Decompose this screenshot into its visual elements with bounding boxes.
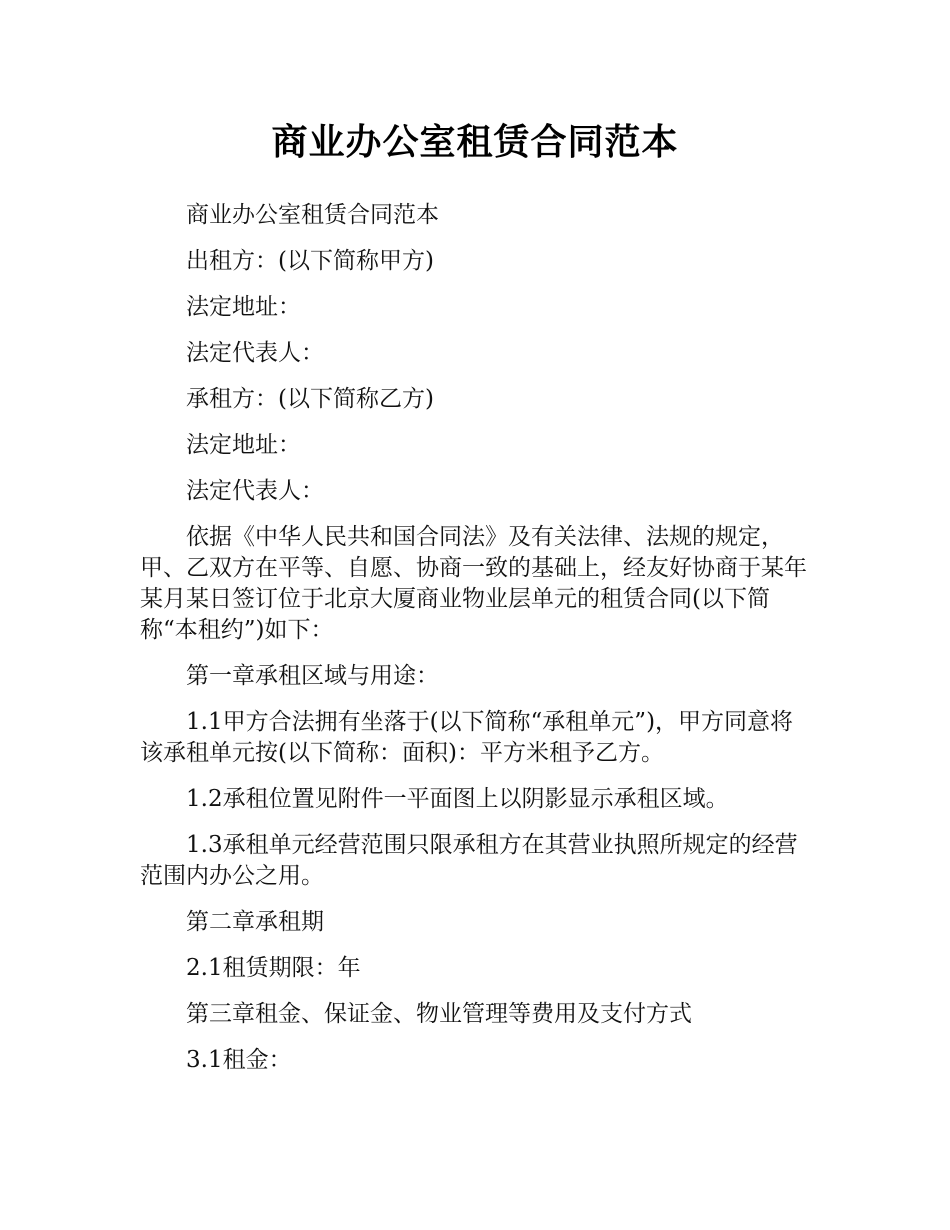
paragraph-chapter-one: 第一章承租区域与用途： [186,663,439,689]
paragraph-lessee: 承租方：(以下简称乙方) [186,386,434,412]
document-title: 商业办公室租赁合同范本 [271,122,679,163]
paragraph-lessor: 出租方：(以下简称甲方) [186,248,434,274]
paragraph-lessee-representative: 法定代表人： [186,478,324,504]
paragraph-lessor-address: 法定地址： [186,294,301,320]
paragraph-clause-1-1: 1.1甲方合法拥有坐落于(以下简称“承租单元”)，甲方同意将该承租单元按(以下简称：面积)：平方米租予乙方。 [140,709,794,766]
paragraph-clause-1-2: 1.2承租位置见附件一平面图上以阴影显示承租区域。 [186,786,729,812]
paragraph-preamble: 依据《中华人民共和国合同法》及有关法律、法规的规定，甲、乙双方在平等、自愿、协商一致的基础上，经友好协商于某年某月某日签订位于北京大厦商业物业层单元的租赁合同(以下简称“本租约”)如下： [140,524,807,643]
paragraph-chapter-two: 第二章承租期 [186,909,324,935]
paragraph-chapter-three: 第三章租金、保证金、物业管理等费用及支付方式 [186,1001,692,1027]
paragraph-heading: 商业办公室租赁合同范本 [186,202,439,228]
paragraph-clause-2-1: 2.1租赁期限：年 [186,955,361,981]
paragraph-clause-1-3: 1.3承租单元经营范围只限承租方在其营业执照所规定的经营范围内办公之用。 [140,832,798,889]
paragraph-lessee-address: 法定地址： [186,432,301,458]
paragraph-clause-3-1: 3.1租金： [186,1047,292,1073]
paragraph-lessor-representative: 法定代表人： [186,340,324,366]
document-body [140,200,810,1091]
